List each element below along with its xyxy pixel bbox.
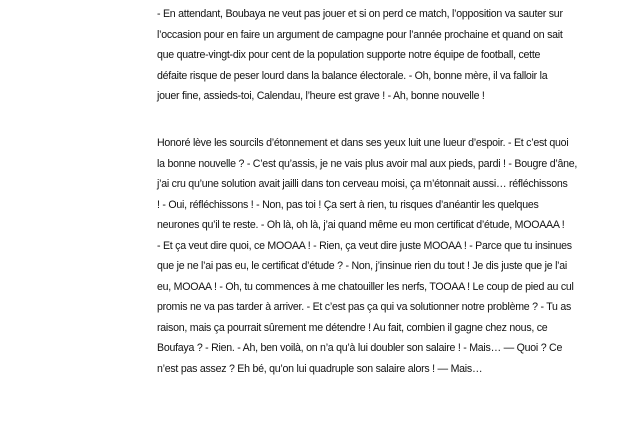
text-line: raison, mais ça pourrait sûrement me détendre ! Au fait, combien il gagne chez nous, ce: [157, 321, 548, 334]
text-line: promis ne va pas tarder à arriver. - Et c’est pas ça qui va solutionner notre problème ? - Tu as: [157, 301, 572, 313]
text-line: eu, MOOAA ! - Oh, tu commences à me chatouiller les nerfs, TOOAA ! Le coup de pied au cul: [157, 280, 574, 293]
text-line: que je ne l’ai pas eu, le certificat d’étude ? - Non, j’insinue rien du tout ! Je dis juste que je l’ai: [157, 260, 568, 272]
text-line: que quatre-vingt-dix pour cent de la population supporte notre équipe de football, cette: [157, 49, 541, 61]
text-line: jouer fine, assieds-toi, Calendau, l’heure est grave ! - Ah, bonne nouvelle !: [157, 90, 485, 102]
text-line: neurones qu’il te reste. - Oh là, oh là, j’ai quand même eu mon certificat d’étude, MOOAAA !: [157, 219, 565, 231]
text-line: ! - Oui, réfléchissons ! - Non, pas toi ! Ça sert à rien, tu risques d’anéantir les quelques: [157, 198, 539, 211]
text-line: défaite risque de peser lourd dans la balance électorale. - Oh, bonne mère, il va falloir la: [157, 69, 548, 82]
text-line: n’est pas assez ? Eh bé, qu’on lui quadruple son salaire alors ! — Mais…: [157, 362, 483, 375]
text-line: l’occasion pour en faire un argument de campagne pour l’année prochaine et quand on sait: [157, 28, 563, 41]
text-line: Honoré lève les sourcils d’étonnement et dans ses yeux luit une lueur d’espoir. - Et c’est quoi: [157, 137, 569, 149]
text-line: - En attendant, Boubaya ne veut pas jouer et si on perd ce match, l’opposition va sauter sur: [157, 8, 563, 20]
text-line: Boufaya ? - Rien. - Ah, ben voilà, on n’a qu’à lui doubler son salaire ! - Mais… — Quoi ? Ce: [157, 342, 563, 354]
paragraph-1: [157, 4, 563, 107]
text-line: - Et ça veut dire quoi, ce MOOAA ! - Rien, ça veut dire juste MOOAA ! - Parce que tu insinues: [157, 239, 572, 252]
paragraph-2: [157, 133, 578, 379]
text-line: la bonne nouvelle ? - C’est qu’assis, je ne vais plus avoir mal aux pieds, pardi ! - Bougre d’âne,: [157, 157, 578, 170]
text-line: j’ai cru qu’une solution avait jailli dans ton cerveau moisi, ça m’étonnait aussi… réfléchissons: [157, 178, 568, 190]
